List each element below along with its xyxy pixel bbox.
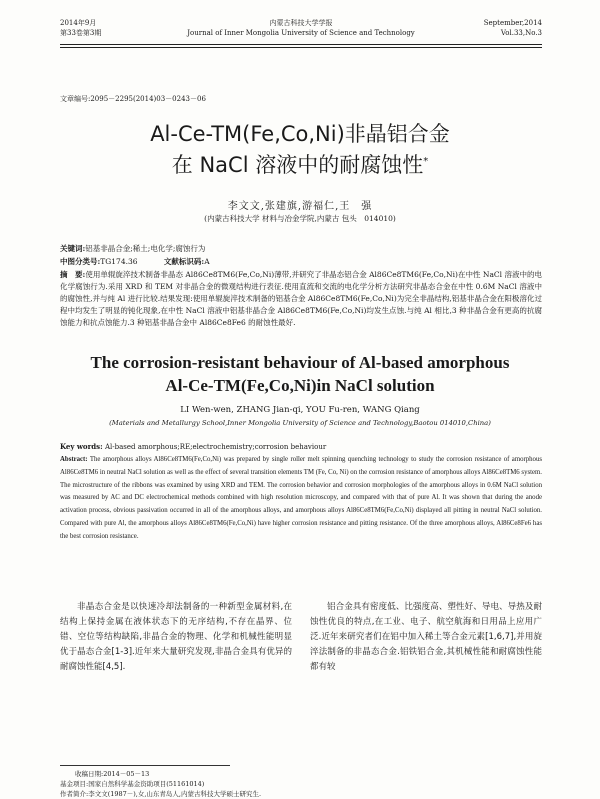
keywords-cn-text: 铝基非晶合金;稀土;电化学;腐蚀行为 — [85, 244, 206, 253]
affiliation-cn: (内蒙古科技大学 材料与冶金学院,内蒙古 包头 014010) — [204, 214, 396, 223]
authors-cn: 李文文,张建旗,游福仁,王 强 — [227, 201, 373, 212]
journal-name-en: Journal of Inner Mongolia University of Science and Technology — [187, 29, 415, 37]
doc-code-label: 文献标识码: — [163, 257, 205, 266]
title-en — [0, 351, 600, 397]
footnote-received: 收稿日期:2014－05－13 — [75, 770, 150, 778]
affiliation-en: (Materials and Metallurgy School,Inner Mongolia University of Science and Technology,Baotou 014010,China) — [109, 419, 491, 427]
footnote-author: 作者简介:李文文(1987－),女,山东青岛人,内蒙古科技大学硕士研究生. — [60, 790, 262, 798]
abstract-en-text: The amorphous alloys Al86Ce8TM6(Fe,Co,Ni) was prepared by single roller melt spinning quenching technology to study the corrosion resistance of amorphous Al86Ce8TM6 in neutral NaCl solution as well as the effect of several transition elements TM (Fe, Co, Ni) on the corrosion resistance of amorphous alloys Al86Ce8TM6 system. The microstructure of the ribbons was examined by using XRD and TEM. The corrosion behavior and corrosion morphologies of the amorphous alloys in 0.6M NaCl solution was measured by AC and DC electrochemical methods combined with high resolution microscopy, and compared with that of pure Al. It was shown that during the anode activation process, obvious passivation occurred in all of the amorphous alloys, and amorphous alloys Al86Ce8TM6(Fe,Co,Ni) displayed all pitting in neutral NaCl solution. Compared with pure Al, the amorphous alloys Al86Ce8TM6(Fe,Co,Ni) have higher corrosion resistance and pitting resistance. Of the three amorphous alloys, Al86Ce8Fe6 has the best corrosion resistance. — [60, 456, 543, 540]
keywords-en-label: Key words: — [60, 442, 103, 451]
title-cn-line2-wrap — [0, 148, 600, 179]
header-volume: 第33卷第3期 — [60, 29, 102, 37]
keywords-cn — [60, 243, 542, 255]
abstract-cn-text: 使用单辊旋淬技术制备非晶态 Al86Ce8TM6(Fe,Co,Ni)薄带,并研究了非晶态铝合金 Al86Ce8TM6(Fe,Co,Ni)在中性 NaCl 溶液中的电化学腐蚀行为.采用 XRD 和 TEM 对非晶合金的微观结构进行表征.使用直流和交流的电化学分析方法研究非晶态合金在中性 0.6M NaCl 溶液中的腐蚀性,并与纯 Al 进行比较.结果发现:使用单辊旋淬技术制备的铝基合金 Al86Ce8TM6(Fe,Co,Ni)为完全非晶结构,铝基非晶合金在阳极溶化过程中均发生了明显的钝化现象,在中性 NaCl 溶液中铝基非晶合金 Al86Ce8TM6(Fe,Co,Ni)均发生点蚀.与纯 Al 相比,3 种非晶合金有更高的抗腐蚀能力和抗点蚀能力.3 种铝基非晶合金中 Al86Ce8Fe6 的耐蚀性最好. — [60, 270, 542, 327]
header-center — [60, 18, 542, 38]
title-en-line1: The corrosion-resistant behaviour of Al-based amorphous — [90, 353, 510, 372]
article-number: 文章编号:2095－2295(2014)03－0243－06 — [60, 95, 206, 103]
header-volume-en: Vol.33,No.3 — [500, 29, 542, 37]
header-date-en: September,2014 — [483, 19, 542, 27]
keywords-cn-label: 关键词: — [60, 244, 86, 253]
keywords-en — [60, 441, 542, 453]
classification-line — [60, 256, 542, 268]
abstract-en — [60, 454, 542, 544]
body-column-right: 铝合金具有密度低、比强度高、塑性好、导电、导热及耐蚀性优良的特点,在工业、电子、航空航海和日用品上应用广泛.近年来研究者们在铝中加入稀土等合金元素[1,6,7],并用旋淬法制备的非晶态合金.铝铁铝合金,其机械性能和耐腐蚀性能都有较 — [310, 602, 542, 672]
header-rule — [60, 44, 542, 48]
footnote-rule — [60, 765, 230, 766]
journal-name-cn: 内蒙古科技大学学报 — [269, 19, 333, 27]
abstract-en-label: Abstract: — [60, 456, 88, 463]
authors-en: LI Wen-wen, ZHANG Jian-qi, YOU Fu-ren, WANG Qiang — [180, 405, 420, 415]
title-en-line2: Al-Ce-TM(Fe,Co,Ni)in NaCl solution — [165, 376, 435, 395]
keywords-en-text: Al-based amorphous;RE;electrochemistry;corrosion behaviour — [104, 443, 327, 451]
abstract-cn — [60, 269, 542, 329]
header-date: 2014年9月 — [60, 19, 97, 27]
footnote-fund: 基金项目:国家自然科学基金资助项目(51161014) — [60, 780, 205, 788]
header-right — [484, 18, 542, 38]
doc-code-value: A — [204, 257, 210, 266]
title-footnote-mark: * — [423, 156, 429, 167]
title-cn-line1: Al-Ce-TM(Fe,Co,Ni)非晶铝合金 — [150, 122, 450, 146]
body-column-left: 非晶态合金是以快速冷却法制备的一种新型金属材料,在结构上保持金属在液体状态下的无序结构,不存在晶界、位错、空位等结构缺陷,非晶合金的物理、化学和机械性能明显优于晶态合金[1-3].近年来大量研究发现,非晶合金具有优异的耐腐蚀性能[4,5]. — [60, 602, 292, 672]
title-cn-line2: 在 NaCl 溶液中的耐腐蚀性 — [171, 153, 424, 177]
title-cn — [0, 120, 600, 179]
abstract-cn-label: 摘 要: — [60, 270, 86, 279]
classification-value: TG174.36 — [100, 257, 138, 266]
classification-label: 中图分类号: — [60, 257, 101, 266]
